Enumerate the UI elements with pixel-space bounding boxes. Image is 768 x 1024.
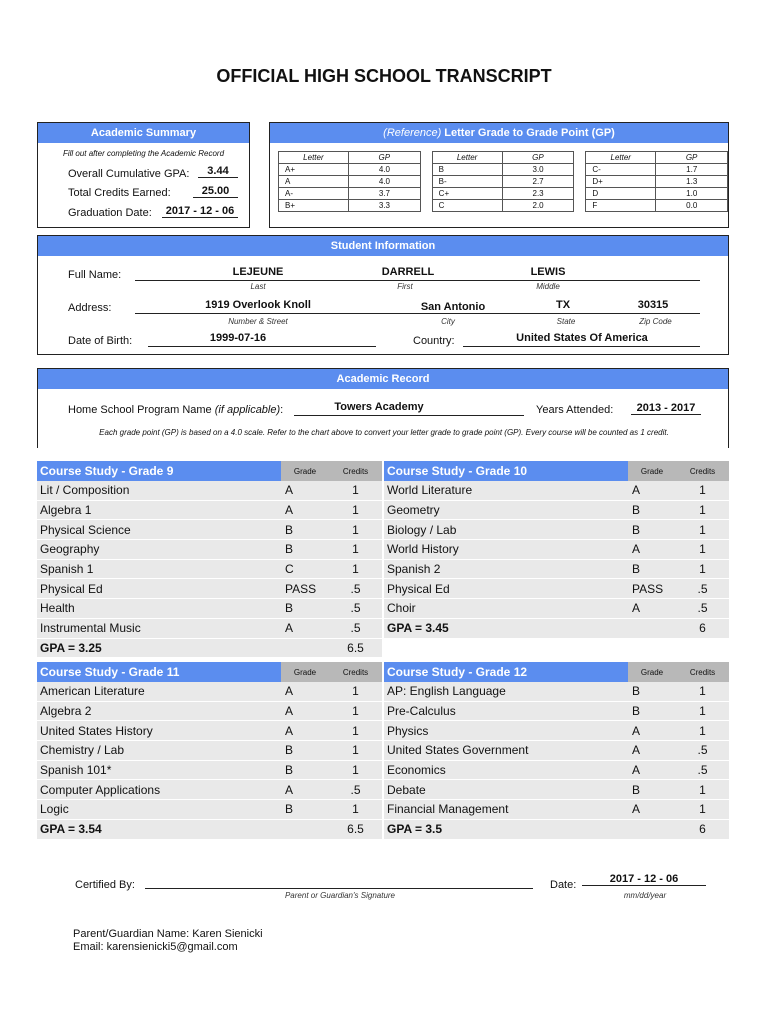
course-grade: A xyxy=(632,763,641,778)
cap-first: First xyxy=(397,282,413,291)
gp-row xyxy=(432,200,574,212)
course-gpa: GPA = 3.5 xyxy=(387,822,443,837)
gp-letter: B xyxy=(432,164,502,176)
course-name: Algebra 1 xyxy=(40,503,92,518)
course-credits: .5 xyxy=(350,581,361,596)
course-grade: A xyxy=(632,601,641,616)
course-name: Pre-Calculus xyxy=(387,704,456,719)
gp-row xyxy=(586,200,728,212)
country-line xyxy=(463,346,700,347)
page-title: OFFICIAL HIGH SCHOOL TRANSCRIPT xyxy=(216,66,552,86)
academic-record-header: Academic Record xyxy=(38,369,728,389)
gp-row xyxy=(586,188,728,200)
course-credits: .5 xyxy=(697,601,708,616)
course-gpa-row xyxy=(384,619,729,639)
credits-value: 25.00 xyxy=(193,185,238,198)
gp-letter: A- xyxy=(279,188,349,200)
course-grade: PASS xyxy=(285,581,317,596)
program-value: Towers Academy xyxy=(334,401,424,413)
course-row xyxy=(384,520,729,540)
gp-table xyxy=(585,151,728,212)
reference-header-text: Letter Grade to Grade Point (GP) xyxy=(441,127,615,139)
cap-zip: Zip Code xyxy=(639,317,672,326)
course-credits: 1 xyxy=(699,483,706,498)
course-gpa: GPA = 3.54 xyxy=(40,822,102,837)
course-grade: A xyxy=(285,684,294,699)
course-grade: A xyxy=(285,723,294,738)
course-row xyxy=(37,540,382,560)
guardian-email: Email: karensienicki5@gmail.com xyxy=(73,941,238,953)
state: TX xyxy=(555,299,571,311)
course-name: Physical Ed xyxy=(40,581,103,596)
grade-point-tables xyxy=(270,143,728,212)
course-credits: 1 xyxy=(352,483,359,498)
course-name: Physics xyxy=(387,723,429,738)
gp-value: 0.0 xyxy=(656,200,728,212)
years-value: 2013 - 2017 xyxy=(631,402,701,415)
course-row xyxy=(384,800,729,820)
course-title: Course Study - Grade 11 xyxy=(37,662,281,682)
course-grade: A xyxy=(632,483,641,498)
course-credits: 1 xyxy=(699,503,706,518)
gp-col-gp: GP xyxy=(502,152,574,164)
course-grade: A xyxy=(632,743,641,758)
program-label xyxy=(68,404,283,416)
date-label: Date: xyxy=(550,879,577,891)
course-grade: B xyxy=(632,782,641,797)
gp-table xyxy=(278,151,421,212)
course-name: Logic xyxy=(40,802,69,817)
certified-by-label: Certified By: xyxy=(75,879,135,891)
course-grade: A xyxy=(632,802,641,817)
course-grade: B xyxy=(632,704,641,719)
gp-value: 2.0 xyxy=(502,200,574,212)
course-grade: A xyxy=(632,723,641,738)
gp-letter: A xyxy=(279,176,349,188)
reference-header xyxy=(270,123,728,143)
record-note: Each grade point (GP) is based on a 4.0 scale. Refer to the chart above to convert your letter grade to grade point (GP). Every course will be counted as 1 credit. xyxy=(99,428,669,437)
course-grade: B xyxy=(632,684,641,699)
gp-row xyxy=(279,188,421,200)
course-credits: 1 xyxy=(352,503,359,518)
gpa-value: 3.44 xyxy=(198,165,238,178)
credits-label: Total Credits Earned: xyxy=(68,187,171,199)
course-grade: B xyxy=(632,562,641,577)
course-name: American Literature xyxy=(40,684,145,699)
dob-label: Date of Birth: xyxy=(68,335,133,347)
course-credits: 1 xyxy=(699,704,706,719)
reference-header-ref: (Reference) xyxy=(383,127,442,139)
gp-letter: C+ xyxy=(432,188,502,200)
course-name: Debate xyxy=(387,782,426,797)
col-credits: Credits xyxy=(689,466,716,476)
student-info-header: Student Information xyxy=(38,236,728,256)
course-row xyxy=(37,520,382,540)
course-grade: A xyxy=(285,621,294,636)
course-credits: 1 xyxy=(352,723,359,738)
gp-value: 3.7 xyxy=(348,188,420,200)
course-row xyxy=(384,702,729,722)
city: San Antonio xyxy=(420,301,486,313)
course-credits: 1 xyxy=(699,684,706,699)
address-line xyxy=(135,313,700,314)
course-name: Physical Ed xyxy=(387,581,450,596)
gp-row xyxy=(279,200,421,212)
course-name: World Literature xyxy=(387,483,473,498)
course-title: Course Study - Grade 10 xyxy=(384,461,628,481)
address-label: Address: xyxy=(68,302,112,314)
course-row xyxy=(37,560,382,580)
course-name: Health xyxy=(40,601,75,616)
date-caption: mm/dd/year xyxy=(623,891,667,900)
country-label: Country: xyxy=(413,335,455,347)
cap-middle: Middle xyxy=(536,282,560,291)
gp-col-letter: Letter xyxy=(586,152,656,164)
course-credits: 1 xyxy=(699,802,706,817)
program-label-text: Home School Program Name xyxy=(68,404,212,416)
course-name: World History xyxy=(387,542,459,557)
course-gpa-row xyxy=(37,639,382,659)
course-name: Choir xyxy=(387,601,416,616)
grad-label: Graduation Date: xyxy=(68,207,152,219)
gp-col-gp: GP xyxy=(656,152,728,164)
street: 1919 Overlook Knoll xyxy=(205,299,311,311)
gp-value: 3.3 xyxy=(348,200,420,212)
gp-col-letter: Letter xyxy=(432,152,502,164)
course-credits: 1 xyxy=(699,562,706,577)
program-label-italic: (if applicable) xyxy=(214,404,281,416)
course-row xyxy=(37,579,382,599)
course-grade: C xyxy=(285,562,294,577)
col-grade: Grade xyxy=(293,667,317,677)
course-row xyxy=(37,741,382,761)
course-row xyxy=(37,682,382,702)
course-credits: .5 xyxy=(350,782,361,797)
course-header xyxy=(37,461,382,481)
course-credits: 1 xyxy=(699,782,706,797)
course-row xyxy=(384,721,729,741)
course-row xyxy=(37,599,382,619)
gp-value: 1.7 xyxy=(656,164,728,176)
course-gpa-row xyxy=(384,820,729,840)
guardian-name: Parent/Guardian Name: Karen Sienicki xyxy=(73,928,263,940)
summary-note: Fill out after completing the Academic Record xyxy=(62,149,225,158)
gp-letter: D+ xyxy=(586,176,656,188)
gp-value: 4.0 xyxy=(348,164,420,176)
course-row xyxy=(384,599,729,619)
gp-row xyxy=(586,176,728,188)
cap-last: Last xyxy=(250,282,266,291)
course-name: Spanish 101* xyxy=(40,763,112,778)
cap-state: State xyxy=(556,317,576,326)
course-row xyxy=(37,721,382,741)
course-grade: B xyxy=(285,763,294,778)
course-name: Financial Management xyxy=(387,802,509,817)
gp-value: 1.3 xyxy=(656,176,728,188)
course-gpa: GPA = 3.25 xyxy=(40,640,102,655)
course-row xyxy=(37,800,382,820)
course-row xyxy=(384,579,729,599)
course-name: Computer Applications xyxy=(40,782,161,797)
gp-row xyxy=(432,188,574,200)
course-gpa-row xyxy=(37,820,382,840)
course-total-credits: 6 xyxy=(699,621,706,636)
program-line xyxy=(294,415,524,416)
course-name: Geometry xyxy=(387,503,440,518)
col-credits: Credits xyxy=(342,667,369,677)
course-credits: .5 xyxy=(350,621,361,636)
gp-table xyxy=(432,151,575,212)
gp-value: 3.0 xyxy=(502,164,574,176)
program-label-colon: : xyxy=(280,404,284,416)
course-credits: 1 xyxy=(352,802,359,817)
course-grade: B xyxy=(285,522,294,537)
course-row xyxy=(384,501,729,521)
course-name: Instrumental Music xyxy=(40,621,141,636)
reference-box xyxy=(269,122,729,228)
course-credits: .5 xyxy=(697,581,708,596)
col-credits: Credits xyxy=(689,667,716,677)
course-block xyxy=(384,461,729,639)
full-name-label: Full Name: xyxy=(68,269,122,281)
course-grade: PASS xyxy=(632,581,664,596)
course-row xyxy=(384,540,729,560)
course-block xyxy=(384,662,729,840)
course-grade: B xyxy=(285,542,294,557)
gp-letter: B- xyxy=(432,176,502,188)
course-row xyxy=(37,702,382,722)
col-grade: Grade xyxy=(640,667,664,677)
col-credits: Credits xyxy=(342,466,369,476)
gp-value: 4.0 xyxy=(348,176,420,188)
academic-summary-box xyxy=(37,122,250,228)
course-credits: .5 xyxy=(350,601,361,616)
course-row xyxy=(384,481,729,501)
dob-line xyxy=(148,346,376,347)
gp-col-letter: Letter xyxy=(279,152,349,164)
course-row xyxy=(384,682,729,702)
course-row xyxy=(384,780,729,800)
gp-col-gp: GP xyxy=(348,152,420,164)
course-total-credits: 6.5 xyxy=(347,822,364,837)
course-header xyxy=(37,662,382,682)
gp-row xyxy=(279,164,421,176)
middle-name: LEWIS xyxy=(530,266,566,278)
col-grade: Grade xyxy=(293,466,317,476)
course-grade: B xyxy=(632,503,641,518)
years-label: Years Attended: xyxy=(536,404,614,416)
course-row xyxy=(384,560,729,580)
gp-row xyxy=(279,176,421,188)
student-info-box xyxy=(37,235,729,355)
gp-value: 2.3 xyxy=(502,188,574,200)
signature-caption: Parent or Guardian's Signature xyxy=(284,891,396,900)
cap-city: City xyxy=(441,317,455,326)
course-grade: A xyxy=(285,483,294,498)
course-grade: B xyxy=(285,601,294,616)
course-name: Spanish 1 xyxy=(40,562,94,577)
course-name: Economics xyxy=(387,763,446,778)
course-gpa: GPA = 3.45 xyxy=(387,621,449,636)
course-grade: A xyxy=(285,503,294,518)
course-grade: A xyxy=(285,704,294,719)
course-name: AP: English Language xyxy=(387,684,506,699)
course-name: Chemistry / Lab xyxy=(40,743,125,758)
full-name-line xyxy=(135,280,700,281)
gp-letter: C xyxy=(432,200,502,212)
cap-street: Number & Street xyxy=(228,317,288,326)
course-credits: 1 xyxy=(352,562,359,577)
course-title: Course Study - Grade 12 xyxy=(384,662,628,682)
course-name: Algebra 2 xyxy=(40,704,92,719)
course-header xyxy=(384,461,729,481)
course-credits: 1 xyxy=(352,704,359,719)
course-credits: 1 xyxy=(699,522,706,537)
course-header xyxy=(384,662,729,682)
gp-letter: D xyxy=(586,188,656,200)
col-grade: Grade xyxy=(640,466,664,476)
course-credits: .5 xyxy=(697,763,708,778)
gp-row xyxy=(432,176,574,188)
course-name: Spanish 2 xyxy=(387,562,441,577)
country-value: United States Of America xyxy=(516,332,648,344)
course-credits: 1 xyxy=(699,542,706,557)
course-credits: 1 xyxy=(699,723,706,738)
course-row xyxy=(37,501,382,521)
course-block xyxy=(37,461,382,658)
course-credits: .5 xyxy=(697,743,708,758)
gp-value: 2.7 xyxy=(502,176,574,188)
course-total-credits: 6 xyxy=(699,822,706,837)
course-name: Lit / Composition xyxy=(40,483,130,498)
zip: 30315 xyxy=(637,299,669,311)
gp-letter: A+ xyxy=(279,164,349,176)
gp-row xyxy=(432,164,574,176)
course-title: Course Study - Grade 9 xyxy=(37,461,281,481)
course-block xyxy=(37,662,382,840)
course-row xyxy=(384,741,729,761)
course-credits: 1 xyxy=(352,743,359,758)
course-credits: 1 xyxy=(352,763,359,778)
academic-record-box xyxy=(37,368,729,448)
dob-value: 1999-07-16 xyxy=(209,332,267,344)
course-grade: B xyxy=(285,743,294,758)
course-name: Physical Science xyxy=(40,522,131,537)
gp-letter: C- xyxy=(586,164,656,176)
course-grade: A xyxy=(285,782,294,797)
first-name: DARRELL xyxy=(381,266,435,278)
course-row xyxy=(37,481,382,501)
gp-row xyxy=(586,164,728,176)
signature-line[interactable] xyxy=(145,888,533,889)
course-row xyxy=(37,619,382,639)
course-grade: B xyxy=(632,522,641,537)
gp-value: 1.0 xyxy=(656,188,728,200)
course-row xyxy=(37,780,382,800)
course-row xyxy=(384,761,729,781)
grad-value: 2017 - 12 - 06 xyxy=(162,205,238,218)
date-value: 2017 - 12 - 06 xyxy=(582,873,706,886)
course-name: Geography xyxy=(40,542,100,557)
gpa-label: Overall Cumulative GPA: xyxy=(68,168,190,180)
course-name: Biology / Lab xyxy=(387,522,457,537)
academic-summary-header: Academic Summary xyxy=(38,123,249,143)
last-name: LEJEUNE xyxy=(232,266,284,278)
course-credits: 1 xyxy=(352,522,359,537)
course-credits: 1 xyxy=(352,684,359,699)
course-credits: 1 xyxy=(352,542,359,557)
course-name: United States History xyxy=(40,723,153,738)
course-name: United States Government xyxy=(387,743,529,758)
course-total-credits: 6.5 xyxy=(347,640,364,655)
course-grade: A xyxy=(632,542,641,557)
gp-letter: B+ xyxy=(279,200,349,212)
course-grade: B xyxy=(285,802,294,817)
gp-letter: F xyxy=(586,200,656,212)
course-row xyxy=(37,761,382,781)
